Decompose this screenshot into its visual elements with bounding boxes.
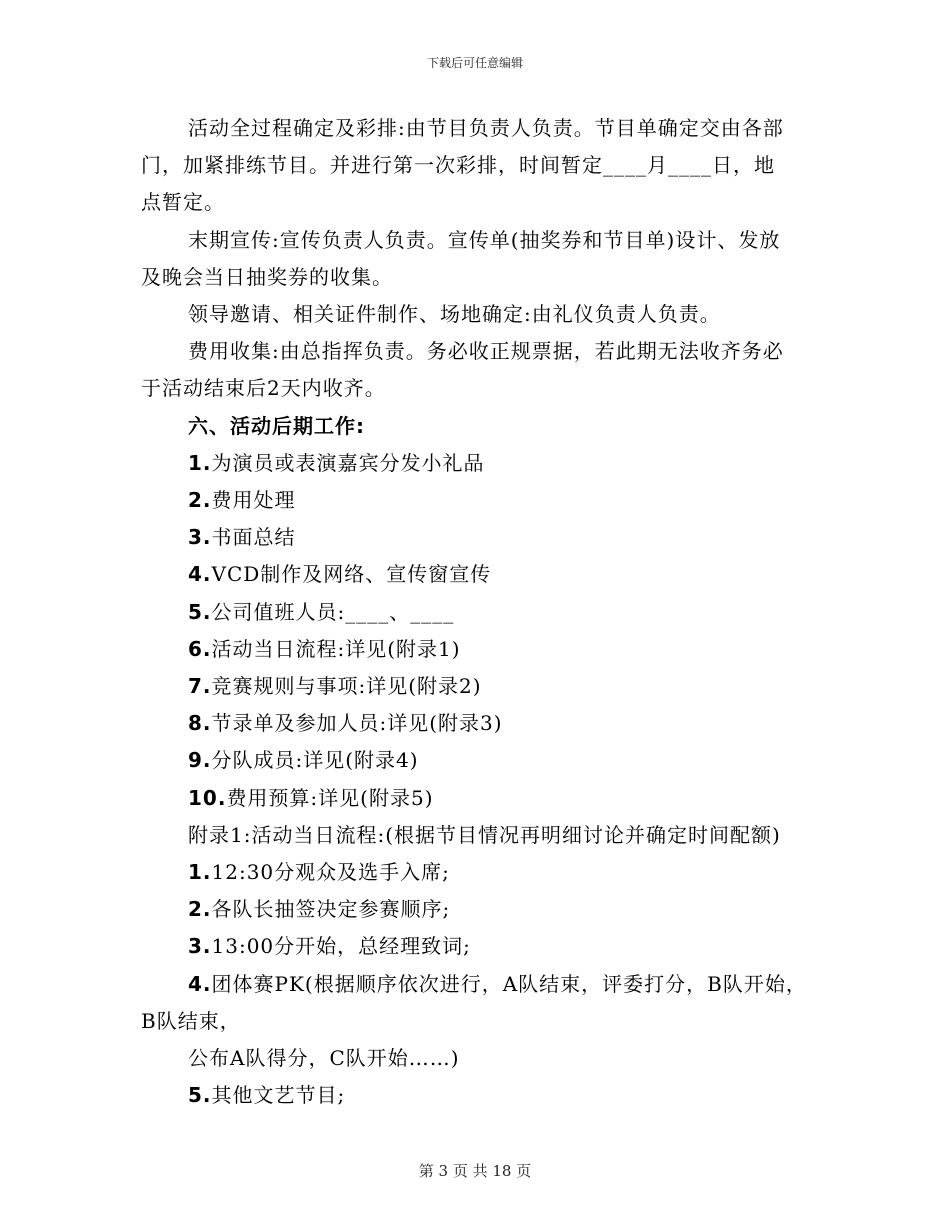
list-number: 9. [188, 748, 212, 772]
list-item [188, 968, 807, 997]
list-text: 团体赛PK(根据顺序依次进行，A队结束，评委打分，B队开始， [211, 972, 807, 996]
section-heading: 六、活动后期工作: [188, 414, 365, 438]
list-item [188, 856, 450, 885]
list-text: 分队成员:详见(附录4) [211, 748, 419, 772]
list-number: 5. [188, 1083, 212, 1107]
paragraph-line: 公布A队得分，C队开始……) [188, 1046, 460, 1070]
paragraph-line: 领导邀请、相关证件制作、场地确定:由礼仪负责人负责。 [188, 302, 721, 326]
paragraph-line: 及晚会当日抽奖券的收集。 [141, 265, 393, 289]
list-number: 1. [188, 860, 212, 884]
list-number: 3. [188, 934, 212, 958]
paragraph-line: 门，加紧排练节目。并进行第一次彩排，时间暂定____月____日，地 [141, 153, 775, 177]
list-item [188, 670, 482, 699]
list-number: 2. [188, 488, 212, 512]
list-number: 5. [188, 600, 212, 624]
list-text: 12:30分观众及选手入席; [211, 860, 450, 884]
list-item [188, 744, 419, 773]
list-number: 8. [188, 711, 212, 735]
list-text: 竞赛规则与事项:详见(附录2) [211, 674, 482, 698]
paragraph-line: B队结束， [141, 1009, 241, 1033]
list-item [188, 484, 296, 513]
list-text: 其他文艺节目; [211, 1083, 346, 1107]
list-item [188, 558, 491, 587]
paragraph-line: 于活动结束后2天内收齐。 [141, 376, 386, 400]
list-item [188, 893, 450, 922]
list-text: 活动当日流程:详见(附录1) [211, 637, 461, 661]
list-text: 为演员或表演嘉宾分发小礼品 [211, 451, 485, 475]
list-item [188, 782, 434, 811]
list-item [188, 521, 296, 550]
list-number: 7. [188, 674, 212, 698]
list-text: 节录单及参加人员:详见(附录3) [211, 711, 503, 735]
list-item [188, 707, 503, 736]
list-text: VCD制作及网络、宣传窗宣传 [211, 562, 492, 586]
list-text: 各队长抽签决定参赛顺序; [211, 897, 451, 921]
page-header: 下载后可任意编辑 [426, 56, 523, 70]
list-item [188, 1079, 345, 1108]
list-text: 费用处理 [211, 488, 296, 512]
paragraph-line: 费用收集:由总指挥负责。务必收正规票据，若此期无法收齐务必 [188, 339, 784, 363]
list-text: 公司值班人员:____、____ [211, 600, 455, 624]
list-number: 3. [188, 525, 212, 549]
page-footer: 第 3 页 共 18 页 [418, 1162, 532, 1180]
list-number: 1. [188, 451, 212, 475]
paragraph-line: 末期宣传:宣传负责人负责。宣传单(抽奖券和节目单)设计、发放 [188, 228, 781, 252]
paragraph-line: 活动全过程确定及彩排:由节目负责人负责。节目单确定交由各部 [188, 116, 784, 140]
list-item [188, 596, 454, 625]
list-text: 费用预算:详见(附录5) [226, 786, 434, 810]
list-item [188, 447, 485, 476]
list-text: 13:00分开始，总经理致词; [211, 934, 471, 958]
list-item [188, 930, 471, 959]
appendix-heading: 附录1:活动当日流程:(根据节目情况再明细讨论并确定时间配额) [188, 823, 781, 847]
list-text: 书面总结 [211, 525, 296, 549]
list-number: 4. [188, 562, 212, 586]
paragraph-line: 点暂定。 [141, 190, 225, 214]
list-number: 4. [188, 972, 212, 996]
list-number: 6. [188, 637, 212, 661]
list-number: 10. [188, 786, 227, 810]
list-item [188, 633, 461, 662]
list-number: 2. [188, 897, 212, 921]
